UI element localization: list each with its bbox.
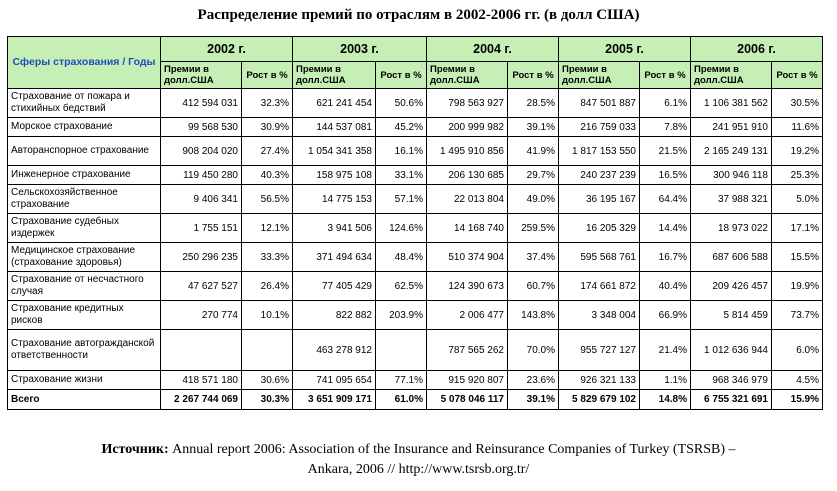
premium-cell: 463 278 912 bbox=[293, 330, 376, 371]
premium-cell: 2 006 477 bbox=[427, 301, 508, 330]
table-row bbox=[8, 243, 823, 272]
total-row bbox=[8, 390, 823, 410]
premium-cell: 36 195 167 bbox=[559, 185, 640, 214]
row-label: Всего bbox=[8, 390, 161, 410]
growth-cell: 30.3% bbox=[242, 390, 293, 410]
growth-cell: 1.1% bbox=[640, 371, 691, 390]
row-label: Инженерное страхование bbox=[8, 166, 161, 185]
row-label: Страхование кредитных рисков bbox=[8, 301, 161, 330]
growth-cell: 45.2% bbox=[376, 118, 427, 137]
year-header: 2006 г. bbox=[691, 37, 823, 62]
premium-cell: 1 012 636 944 bbox=[691, 330, 772, 371]
growth-cell: 15.9% bbox=[772, 390, 823, 410]
premium-cell: 1 054 341 358 bbox=[293, 137, 376, 166]
premium-cell: 2 267 744 069 bbox=[161, 390, 242, 410]
row-label: Сельскохозяйственное страхование bbox=[8, 185, 161, 214]
premium-cell: 1 495 910 856 bbox=[427, 137, 508, 166]
growth-cell: 16.5% bbox=[640, 166, 691, 185]
growth-cell: 64.4% bbox=[640, 185, 691, 214]
row-label: Морское страхование bbox=[8, 118, 161, 137]
growth-cell: 57.1% bbox=[376, 185, 427, 214]
growth-cell: 48.4% bbox=[376, 243, 427, 272]
premium-cell: 741 095 654 bbox=[293, 371, 376, 390]
premium-cell: 18 973 022 bbox=[691, 214, 772, 243]
table-row bbox=[8, 137, 823, 166]
table-body bbox=[8, 89, 823, 410]
growth-cell: 37.4% bbox=[508, 243, 559, 272]
growth-cell: 11.6% bbox=[772, 118, 823, 137]
premium-cell: 968 346 979 bbox=[691, 371, 772, 390]
premium-cell: 209 426 457 bbox=[691, 272, 772, 301]
growth-cell: 6.0% bbox=[772, 330, 823, 371]
growth-cell: 19.9% bbox=[772, 272, 823, 301]
source-line-1 bbox=[0, 440, 837, 460]
growth-cell: 29.7% bbox=[508, 166, 559, 185]
premium-cell: 9 406 341 bbox=[161, 185, 242, 214]
growth-cell: 7.8% bbox=[640, 118, 691, 137]
table-row bbox=[8, 89, 823, 118]
year-header: 2003 г. bbox=[293, 37, 427, 62]
growth-cell: 61.0% bbox=[376, 390, 427, 410]
growth-subheader: Рост в % bbox=[640, 62, 691, 89]
premium-cell: 926 321 133 bbox=[559, 371, 640, 390]
growth-cell: 28.5% bbox=[508, 89, 559, 118]
source-text-1: Annual report 2006: Association of the Insurance and Reinsurance Companies of Turkey (TSRSB) – bbox=[172, 442, 736, 457]
year-header: 2004 г. bbox=[427, 37, 559, 62]
growth-cell: 66.9% bbox=[640, 301, 691, 330]
premium-cell: 241 951 910 bbox=[691, 118, 772, 137]
premium-cell: 3 348 004 bbox=[559, 301, 640, 330]
year-header: 2005 г. bbox=[559, 37, 691, 62]
growth-cell: 10.1% bbox=[242, 301, 293, 330]
table-row bbox=[8, 330, 823, 371]
premium-cell: 144 537 081 bbox=[293, 118, 376, 137]
premium-cell: 14 168 740 bbox=[427, 214, 508, 243]
growth-cell: 30.5% bbox=[772, 89, 823, 118]
table-row bbox=[8, 166, 823, 185]
growth-cell: 4.5% bbox=[772, 371, 823, 390]
table-row bbox=[8, 214, 823, 243]
growth-cell: 70.0% bbox=[508, 330, 559, 371]
growth-cell: 39.1% bbox=[508, 390, 559, 410]
growth-cell: 14.4% bbox=[640, 214, 691, 243]
premium-cell: 687 606 588 bbox=[691, 243, 772, 272]
premium-cell: 915 920 807 bbox=[427, 371, 508, 390]
table-row bbox=[8, 301, 823, 330]
growth-subheader: Рост в % bbox=[376, 62, 427, 89]
premium-cell: 908 204 020 bbox=[161, 137, 242, 166]
growth-cell: 30.6% bbox=[242, 371, 293, 390]
premium-cell: 158 975 108 bbox=[293, 166, 376, 185]
premium-cell: 2 165 249 131 bbox=[691, 137, 772, 166]
source-note bbox=[0, 440, 837, 480]
premium-cell: 200 999 982 bbox=[427, 118, 508, 137]
row-label: Страхование автогражданской ответственности bbox=[8, 330, 161, 371]
growth-cell bbox=[376, 330, 427, 371]
premium-cell: 1 817 153 550 bbox=[559, 137, 640, 166]
premium-subheader: Премии в долл.США bbox=[427, 62, 508, 89]
premium-cell: 955 727 127 bbox=[559, 330, 640, 371]
growth-cell: 14.8% bbox=[640, 390, 691, 410]
year-header: 2002 г. bbox=[161, 37, 293, 62]
table-row bbox=[8, 185, 823, 214]
growth-cell: 19.2% bbox=[772, 137, 823, 166]
row-label: Страхование судебных издержек bbox=[8, 214, 161, 243]
growth-cell: 26.4% bbox=[242, 272, 293, 301]
premium-cell: 22 013 804 bbox=[427, 185, 508, 214]
row-label: Автоpанспорное страхование bbox=[8, 137, 161, 166]
growth-cell: 56.5% bbox=[242, 185, 293, 214]
growth-cell: 40.3% bbox=[242, 166, 293, 185]
growth-cell: 50.6% bbox=[376, 89, 427, 118]
growth-cell: 15.5% bbox=[772, 243, 823, 272]
premium-subheader: Премии в долл.США bbox=[161, 62, 242, 89]
premium-cell: 621 241 454 bbox=[293, 89, 376, 118]
source-label: Источник: bbox=[101, 442, 169, 457]
table-row bbox=[8, 272, 823, 301]
row-label: Медицинское страхование (страхование здоровья) bbox=[8, 243, 161, 272]
growth-subheader: Рост в % bbox=[508, 62, 559, 89]
growth-cell: 77.1% bbox=[376, 371, 427, 390]
premium-cell: 216 759 033 bbox=[559, 118, 640, 137]
premium-cell: 6 755 321 691 bbox=[691, 390, 772, 410]
growth-cell: 21.4% bbox=[640, 330, 691, 371]
premium-subheader: Премии в долл.США bbox=[691, 62, 772, 89]
premium-cell: 798 563 927 bbox=[427, 89, 508, 118]
growth-cell: 27.4% bbox=[242, 137, 293, 166]
row-label: Страхование от пожара и стихийных бедствий bbox=[8, 89, 161, 118]
growth-cell: 60.7% bbox=[508, 272, 559, 301]
premium-cell: 174 661 872 bbox=[559, 272, 640, 301]
premium-subheader: Премии в долл.США bbox=[293, 62, 376, 89]
premium-cell: 119 450 280 bbox=[161, 166, 242, 185]
premium-cell: 14 775 153 bbox=[293, 185, 376, 214]
growth-cell: 5.0% bbox=[772, 185, 823, 214]
premium-cell: 16 205 329 bbox=[559, 214, 640, 243]
growth-cell: 62.5% bbox=[376, 272, 427, 301]
premium-cell: 124 390 673 bbox=[427, 272, 508, 301]
table-row bbox=[8, 118, 823, 137]
growth-cell: 33.3% bbox=[242, 243, 293, 272]
premium-cell: 47 627 527 bbox=[161, 272, 242, 301]
premium-cell: 595 568 761 bbox=[559, 243, 640, 272]
premium-cell: 240 237 239 bbox=[559, 166, 640, 185]
row-label: Страхование жизни bbox=[8, 371, 161, 390]
premium-cell: 787 565 262 bbox=[427, 330, 508, 371]
premium-cell: 371 494 634 bbox=[293, 243, 376, 272]
page-title: Распределение премий по отраслям в 2002-2006 гг. (в долл США) bbox=[197, 7, 640, 23]
growth-cell: 203.9% bbox=[376, 301, 427, 330]
premium-cell: 822 882 bbox=[293, 301, 376, 330]
premium-cell: 5 078 046 117 bbox=[427, 390, 508, 410]
growth-cell: 40.4% bbox=[640, 272, 691, 301]
growth-cell: 73.7% bbox=[772, 301, 823, 330]
growth-cell: 143.8% bbox=[508, 301, 559, 330]
premium-cell: 5 829 679 102 bbox=[559, 390, 640, 410]
growth-subheader: Рост в % bbox=[242, 62, 293, 89]
growth-cell: 259.5% bbox=[508, 214, 559, 243]
growth-cell: 32.3% bbox=[242, 89, 293, 118]
premium-cell: 37 988 321 bbox=[691, 185, 772, 214]
premium-cell: 510 374 904 bbox=[427, 243, 508, 272]
premium-cell: 5 814 459 bbox=[691, 301, 772, 330]
growth-cell: 39.1% bbox=[508, 118, 559, 137]
growth-cell: 33.1% bbox=[376, 166, 427, 185]
growth-cell: 30.9% bbox=[242, 118, 293, 137]
premium-cell: 1 106 381 562 bbox=[691, 89, 772, 118]
growth-cell: 12.1% bbox=[242, 214, 293, 243]
premium-cell: 250 296 235 bbox=[161, 243, 242, 272]
premium-cell: 1 755 151 bbox=[161, 214, 242, 243]
premium-cell: 206 130 685 bbox=[427, 166, 508, 185]
growth-cell: 25.3% bbox=[772, 166, 823, 185]
corner-header: Сферы страхования / Годы bbox=[8, 37, 161, 89]
growth-cell bbox=[242, 330, 293, 371]
premium-cell: 847 501 887 bbox=[559, 89, 640, 118]
premium-cell: 3 941 506 bbox=[293, 214, 376, 243]
premium-cell: 412 594 031 bbox=[161, 89, 242, 118]
premium-cell bbox=[161, 330, 242, 371]
growth-cell: 21.5% bbox=[640, 137, 691, 166]
growth-cell: 41.9% bbox=[508, 137, 559, 166]
row-label: Страхование от несчастного случая bbox=[8, 272, 161, 301]
growth-cell: 49.0% bbox=[508, 185, 559, 214]
growth-cell: 23.6% bbox=[508, 371, 559, 390]
growth-cell: 124.6% bbox=[376, 214, 427, 243]
growth-cell: 16.1% bbox=[376, 137, 427, 166]
growth-cell: 16.7% bbox=[640, 243, 691, 272]
premium-cell: 3 651 909 171 bbox=[293, 390, 376, 410]
premium-cell: 99 568 530 bbox=[161, 118, 242, 137]
premium-cell: 270 774 bbox=[161, 301, 242, 330]
table-row bbox=[8, 371, 823, 390]
growth-cell: 17.1% bbox=[772, 214, 823, 243]
growth-subheader: Рост в % bbox=[772, 62, 823, 89]
growth-cell: 6.1% bbox=[640, 89, 691, 118]
source-text-2: Ankara, 2006 // http://www.tsrsb.org.tr/ bbox=[307, 462, 530, 477]
premium-cell: 300 946 118 bbox=[691, 166, 772, 185]
premium-cell: 77 405 429 bbox=[293, 272, 376, 301]
premium-cell: 418 571 180 bbox=[161, 371, 242, 390]
premium-subheader: Премии в долл.США bbox=[559, 62, 640, 89]
premiums-table bbox=[7, 36, 823, 410]
